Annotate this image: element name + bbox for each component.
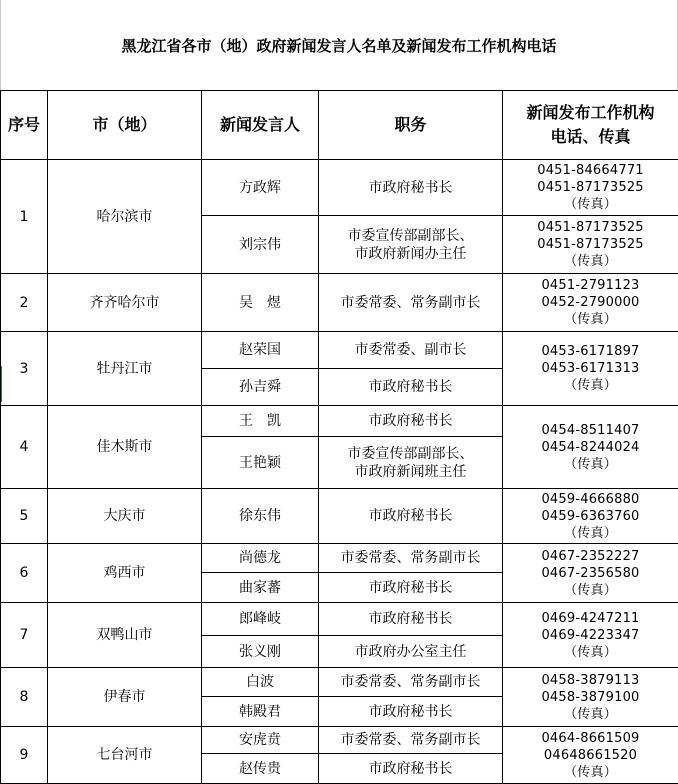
position-cell xyxy=(319,406,503,437)
header-contact xyxy=(503,91,678,160)
contact-cell xyxy=(503,160,678,216)
position-line: 市委宣传部副部长、 xyxy=(319,227,502,245)
header-position: 职务 xyxy=(319,91,503,160)
contact-cell xyxy=(503,544,678,603)
fax-label: （传真） xyxy=(503,311,678,328)
spokesperson-name: 刘宗伟 xyxy=(202,216,319,274)
fax-label: （传真） xyxy=(503,764,678,781)
fax-line: 0453-6171313 xyxy=(503,360,678,377)
position-cell xyxy=(319,216,503,274)
position-line: 市政府秘书长 xyxy=(319,703,502,721)
position-line: 市政府新闻班主任 xyxy=(319,463,502,481)
position-cell xyxy=(319,332,503,369)
position-line: 市委常委、副市长 xyxy=(319,341,502,359)
position-line: 市政府秘书长 xyxy=(319,760,502,778)
position-line: 市政府新闻办主任 xyxy=(319,245,502,263)
header-no: 序号 xyxy=(1,91,48,160)
header-spokesperson: 新闻发言人 xyxy=(202,91,319,160)
fax-line: 0451-87173525 xyxy=(503,179,678,196)
phone-line: 0451-84664771 xyxy=(503,162,678,179)
position-cell xyxy=(319,754,503,784)
row-number: 1 xyxy=(1,160,48,274)
table-row xyxy=(1,406,678,437)
fax-line: 0458-3879100 xyxy=(503,689,678,706)
position-line: 市政府秘书长 xyxy=(319,507,502,525)
position-cell xyxy=(319,697,503,727)
row-number: 4 xyxy=(1,406,48,489)
contact-cell xyxy=(503,274,678,332)
city-name: 鸡西市 xyxy=(48,544,202,603)
phone-line: 0451-2791123 xyxy=(503,277,678,294)
position-cell xyxy=(319,727,503,754)
position-line: 市政府秘书长 xyxy=(319,179,502,197)
city-name: 佳木斯市 xyxy=(48,406,202,489)
row-number: 6 xyxy=(1,544,48,603)
fax-label: （传真） xyxy=(503,525,678,542)
position-line: 市政府秘书长 xyxy=(319,378,502,396)
phone-line: 0451-87173525 xyxy=(503,219,678,236)
position-line: 市政府秘书长 xyxy=(319,610,502,628)
position-line: 市委常委、常务副市长 xyxy=(319,673,502,691)
position-line: 市政府秘书长 xyxy=(319,412,502,430)
position-line: 市委常委、常务副市长 xyxy=(319,731,502,749)
fax-label: （传真） xyxy=(503,582,678,599)
city-name: 七台河市 xyxy=(48,727,202,784)
phone-line: 0469-4247211 xyxy=(503,610,678,627)
fax-line: 0451-87173525 xyxy=(503,236,678,253)
position-line: 市委常委、常务副市长 xyxy=(319,294,502,312)
table-row xyxy=(1,544,678,573)
city-name: 牡丹江市 xyxy=(48,332,202,406)
position-cell xyxy=(319,274,503,332)
fax-line: 04648661520 xyxy=(503,747,678,764)
spokesperson-name: 王 凯 xyxy=(202,406,319,437)
spokesperson-name: 郎峰岐 xyxy=(202,603,319,636)
row-number: 2 xyxy=(1,274,48,332)
city-name: 双鸭山市 xyxy=(48,603,202,668)
spokesperson-name: 赵传贵 xyxy=(202,754,319,784)
spokesperson-name: 张义刚 xyxy=(202,636,319,668)
spokesperson-name: 尚德龙 xyxy=(202,544,319,573)
fax-label: （传真） xyxy=(503,456,678,473)
city-name: 伊春市 xyxy=(48,668,202,727)
contact-cell xyxy=(503,216,678,274)
row-number: 5 xyxy=(1,489,48,544)
phone-line: 0453-6171897 xyxy=(503,343,678,360)
position-cell xyxy=(319,544,503,573)
position-cell xyxy=(319,160,503,216)
position-cell xyxy=(319,369,503,406)
contact-cell xyxy=(503,332,678,406)
phone-line: 0467-2352227 xyxy=(503,548,678,565)
table-row xyxy=(1,603,678,636)
position-line: 市政府秘书长 xyxy=(319,579,502,597)
position-line: 市委宣传部副部长、 xyxy=(319,445,502,463)
position-cell xyxy=(319,636,503,668)
fax-label: （传真） xyxy=(503,377,678,394)
table-row xyxy=(1,727,678,754)
document-title: 黑龙江省各市（地）政府新闻发言人名单及新闻发布工作机构电话 xyxy=(0,0,678,90)
phone-line: 0464-8661509 xyxy=(503,730,678,747)
contact-cell xyxy=(503,727,678,784)
table-row xyxy=(1,489,678,544)
fax-line: 0459-6363760 xyxy=(503,508,678,525)
header-contact-line2: 电话、传真 xyxy=(503,125,678,149)
position-cell xyxy=(319,668,503,697)
spokesperson-name: 孙吉舜 xyxy=(202,369,319,406)
fax-line: 0454-8244024 xyxy=(503,439,678,456)
spokesperson-name: 徐东伟 xyxy=(202,489,319,544)
header-contact-line1: 新闻发布工作机构 xyxy=(503,101,678,125)
table-row xyxy=(1,332,678,369)
row-number: 8 xyxy=(1,668,48,727)
row-number: 3 xyxy=(1,332,48,406)
position-cell xyxy=(319,603,503,636)
spokesperson-name: 王艳颖 xyxy=(202,437,319,489)
row-number: 9 xyxy=(1,727,48,784)
phone-line: 0454-8511407 xyxy=(503,422,678,439)
spokesperson-name: 赵荣国 xyxy=(202,332,319,369)
table-row xyxy=(1,668,678,697)
table-row xyxy=(1,274,678,332)
header-city: 市（地） xyxy=(48,91,202,160)
phone-line: 0458-3879113 xyxy=(503,672,678,689)
position-cell xyxy=(319,437,503,489)
spokesperson-table xyxy=(0,90,678,784)
spokesperson-name: 白波 xyxy=(202,668,319,697)
contact-cell xyxy=(503,668,678,727)
spokesperson-name: 韩殿君 xyxy=(202,697,319,727)
spokesperson-name: 曲家蕃 xyxy=(202,573,319,603)
fax-label: （传真） xyxy=(503,706,678,723)
city-name: 大庆市 xyxy=(48,489,202,544)
fax-label: （传真） xyxy=(503,196,678,213)
position-line: 市委常委、常务副市长 xyxy=(319,549,502,567)
position-cell xyxy=(319,573,503,603)
spokesperson-name: 安虎贲 xyxy=(202,727,319,754)
fax-label: （传真） xyxy=(503,253,678,270)
fax-line: 0469-4223347 xyxy=(503,627,678,644)
table-row xyxy=(1,160,678,216)
position-cell xyxy=(319,489,503,544)
header-row xyxy=(1,91,678,160)
position-line: 市政府办公室主任 xyxy=(319,643,502,661)
spokesperson-name: 方政辉 xyxy=(202,160,319,216)
row-number: 7 xyxy=(1,603,48,668)
city-name: 齐齐哈尔市 xyxy=(48,274,202,332)
fax-label: （传真） xyxy=(503,644,678,661)
fax-line: 0467-2356580 xyxy=(503,565,678,582)
contact-cell xyxy=(503,603,678,668)
phone-line: 0459-4666880 xyxy=(503,491,678,508)
contact-cell xyxy=(503,489,678,544)
spokesperson-name: 吴 煜 xyxy=(202,274,319,332)
fax-line: 0452-2790000 xyxy=(503,294,678,311)
contact-cell xyxy=(503,406,678,489)
city-name: 哈尔滨市 xyxy=(48,160,202,274)
